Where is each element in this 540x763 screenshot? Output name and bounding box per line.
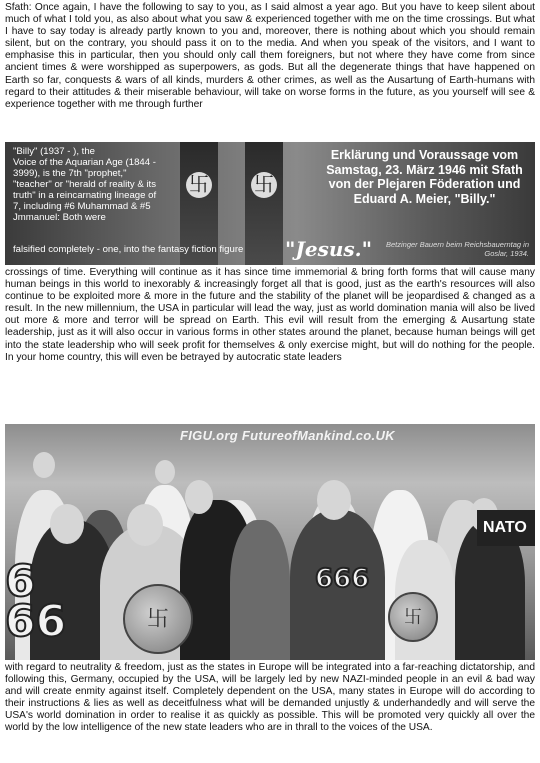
site-watermark: FIGU.org FutureofMankind.co.UK xyxy=(180,428,395,443)
billy-tail-text: falsified completely - one, into the fantasy fiction figure xyxy=(13,244,244,255)
paragraph-intro: Sfath: Once again, I have the following to say to you, as I said almost a year ago. But you have to keep silent about much of what I told you, as also about what you saw & experienced together with me on the time crossings. But what I have to say today is already partly known to you and, moreover, there is nothing about which you should remain silent, but on the contrary, you should pass it on to the media. And when you speak of the visitors, and I want to emphasise this in particular, then you should only call them foreigners, but not where they have come from since ancient times & were worshipped as superpowers, as gods. But all the degenerate things that have happened on Earth so far, conquests & wars of all kinds, murders & other crimes, as well as the Ausartung of Earth-humans with regard to their attitudes & their miserable behaviour, will take on worse forms in the future, as you yourself will see & experience together with me through further xyxy=(5,2,535,110)
number-666-left: 6 66 xyxy=(5,556,67,647)
billy-name: "Billy" (1937 - ), the xyxy=(13,146,95,157)
banner-caption: Betzinger Bauern beim Reichsbauerntag in Goslar, 1934. xyxy=(385,240,529,258)
number-666-center: 666 xyxy=(315,564,370,594)
reichsmark-coin-icon: 卐 xyxy=(123,584,193,654)
banner-title: Erklärung und Voraussage vom Samstag, 23. März 1946 mit Sfath von der Plejaren Föderation und Eduard A. Meier, "Billy." xyxy=(326,148,523,206)
photo-head xyxy=(127,504,163,546)
photo-figure xyxy=(230,520,290,660)
photo-head xyxy=(317,480,351,520)
swastika-icon: 卐 xyxy=(186,172,212,198)
paragraph-middle: crossings of time. Everything will continue as it has since time immemorial & bring forth forms that will cause many human beings in this world to inexorably & increasingly forget all that is good, just as the earth's resources will also continue to be exploited more & more in the future and the stability of the planet will be jeopardised & changed as a result. In the new millennium, the USA in particular will lead the way, just as world domination mania will also be lived out more & more and terror will be spread on Earth. This evil will result from the emerging & Ausartung state leadership, just as it will also occur in various forms in other states around the planet, because human beings will get into the state leadership who will seek profit for themselves & only exercise might, but will do nothing for the people. In your home country, this will even be betrayed by autocratic state leaders xyxy=(5,267,535,363)
nato-sign: NATO xyxy=(477,510,535,546)
billy-lines: Voice of the Aquarian Age (1844 - 3999), is the 7th "prophet," "teacher" or "herald of reality & its truth" in a reincarnating lineage of 7, including #6 Muhammad & #5 Jmmanuel: Both were xyxy=(13,157,157,223)
collage-photo xyxy=(5,424,535,660)
swastika-icon: 卐 xyxy=(251,172,277,198)
eagle-coin-icon: 卐 xyxy=(388,592,438,642)
photo-head xyxy=(33,452,55,478)
photo-head xyxy=(185,480,213,514)
photo-head xyxy=(155,460,175,484)
photo-head xyxy=(50,504,84,544)
header-banner-image xyxy=(5,142,535,265)
billy-description xyxy=(13,146,163,223)
jesus-label: "Jesus." xyxy=(285,237,373,261)
paragraph-closing: with regard to neutrality & freedom, just as the states in Europe will be integrated into a far-reaching dictatorship, and following this, Germany, occupied by the USA, will be largely led by new NAZI-minded people in an evil & bad way and will create enmity against itself. Completely dependent on the USA, many states in Europe will do according to their instructions & lies as well as deceitfulness what will be demanded unjustly & underhandedly and will serve the USA's world domination in order to realise it as quickly as possible. This will be promoted very quickly all over the world by the low intelligence of the new state leaders who are in thrall to the voices of the USA. xyxy=(5,662,535,734)
